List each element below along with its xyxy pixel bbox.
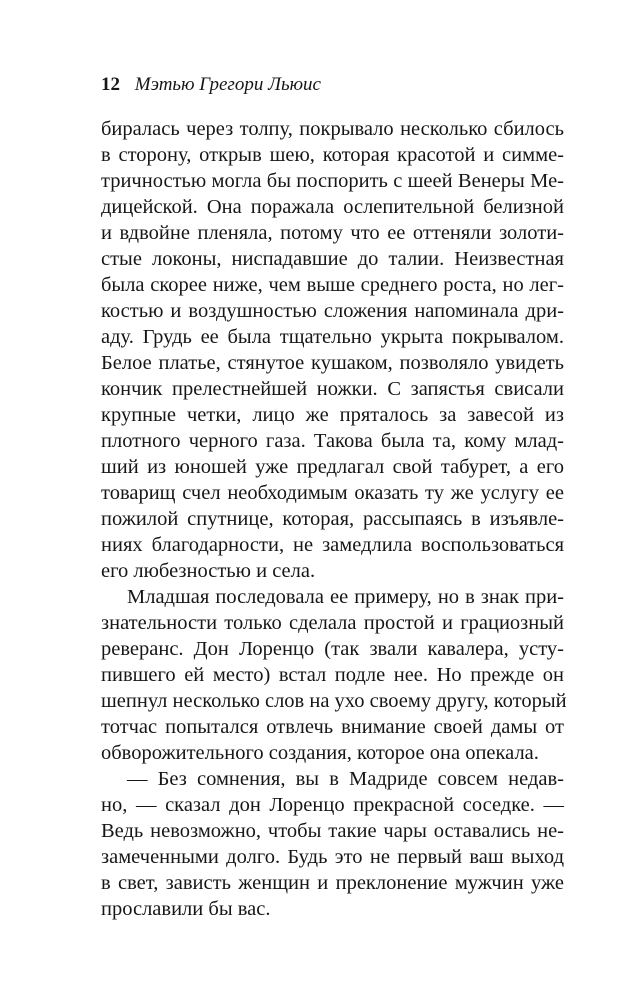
paragraph-last-line: обворожительного создания, которое она опекала. bbox=[101, 742, 539, 764]
paragraph-first-line: — Без сомнения, вы в Мадриде совсем недав- bbox=[127, 768, 564, 790]
text-line: в свет, зависть женщин и преклонение мужчин уже bbox=[101, 872, 564, 894]
text-line: стые локоны, ниспадавшие до талии. Неизвестная bbox=[101, 248, 564, 270]
running-head bbox=[101, 73, 321, 97]
text-line: плотного черного газа. Такова была та, кому млад- bbox=[101, 430, 564, 452]
text-line: пожилой спутнице, которая, рассыпаясь в изъявле- bbox=[101, 508, 564, 530]
text-line: шепнул несколько слов на ухо своему другу, который bbox=[101, 690, 567, 712]
text-line: аду. Грудь ее была тщательно укрыта покрывалом. bbox=[101, 326, 564, 348]
text-line: но, — сказал дон Лоренцо прекрасной соседке. — bbox=[101, 794, 564, 816]
text-line: кончик прелестнейшей ножки. С запястья свисали bbox=[101, 378, 564, 400]
paragraph-last-line: прославили бы вас. bbox=[101, 898, 271, 920]
text-line: была скорее ниже, чем выше среднего роста, но лег- bbox=[101, 274, 564, 296]
text-line: ший из юношей уже предлагал свой табурет, а его bbox=[101, 456, 564, 478]
text-line: знательности только сделала простой и грациозный bbox=[101, 612, 564, 634]
running-title: Мэтью Грегори Льюис bbox=[134, 74, 321, 95]
text-line: в сторону, открыв шею, которая красотой и симме- bbox=[101, 144, 564, 166]
text-line: костью и воздушностью сложения напоминала дри- bbox=[101, 300, 564, 322]
text-line: и вдвойне пленяла, потому что ее оттеняли золоти- bbox=[101, 222, 564, 244]
text-line: замеченными долго. Будь это не первый ваш выход bbox=[101, 846, 564, 868]
text-line: дицейской. Она поражала ослепительной белизной bbox=[101, 196, 564, 218]
paragraph-last-line: его любезностью и села. bbox=[101, 560, 316, 582]
page-number: 12 bbox=[101, 74, 120, 95]
body-text bbox=[101, 116, 567, 922]
text-line: тотчас попытался отвлечь внимание своей дамы от bbox=[101, 716, 564, 738]
text-line: реверанс. Дон Лоренцо (так звали кавалера, усту- bbox=[101, 638, 564, 660]
text-line: Ведь невозможно, чтобы такие чары оставались не- bbox=[101, 820, 564, 842]
text-line: пившего ей место) встал подле нее. Но прежде он bbox=[101, 664, 564, 686]
text-line: товарищ счел необходимым оказать ту же услугу ее bbox=[101, 482, 564, 504]
text-line: крупные четки, лицо же пряталось за завесой из bbox=[101, 404, 564, 426]
text-line: биралась через толпу, покрывало несколько сбилось bbox=[101, 118, 564, 140]
text-line: Белое платье, стянутое кушаком, позволяло увидеть bbox=[101, 352, 564, 374]
text-line: тричностью могла бы поспорить с шеей Венеры Ме- bbox=[101, 170, 564, 192]
paragraph-first-line: Младшая последовала ее примеру, но в знак при- bbox=[127, 586, 564, 608]
text-line: ниях благодарности, не замедлила воспользоваться bbox=[101, 534, 564, 556]
